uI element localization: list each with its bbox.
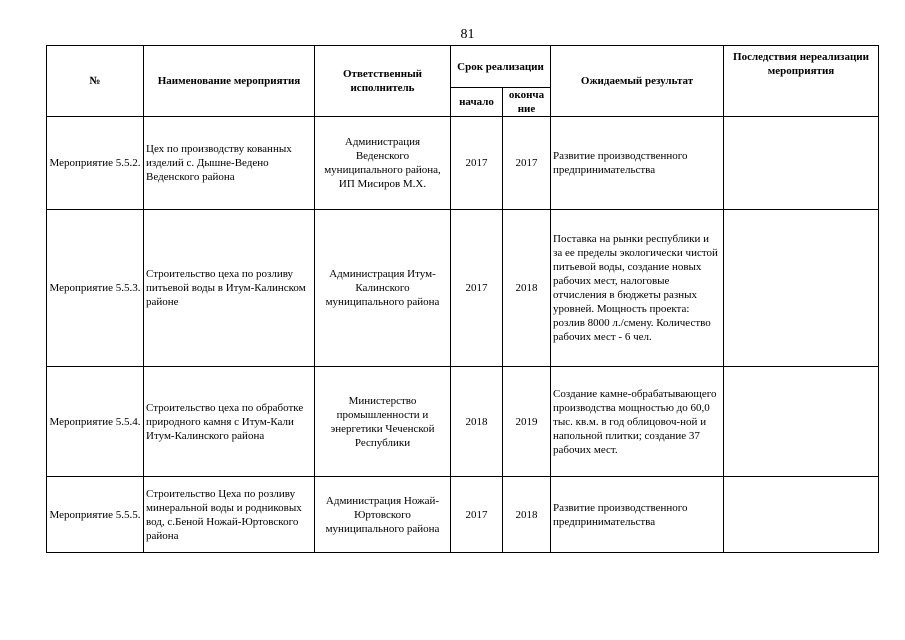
row-num: Мероприятие 5.5.5. <box>47 477 144 553</box>
row-name: Строительство цеха по розливу питьевой воды в Итум-Калинском районе <box>144 210 315 367</box>
row-num: Мероприятие 5.5.2. <box>47 117 144 210</box>
row-consequences <box>724 477 879 553</box>
row-name: Строительство цеха по обработке природного камня с Итум-Кали Итум-Калинского района <box>144 367 315 477</box>
table-row <box>47 367 879 477</box>
row-end: 2017 <box>503 117 551 210</box>
measures-table <box>46 45 879 553</box>
row-result: Развитие производственного предпринимательства <box>551 117 724 210</box>
row-end: 2019 <box>503 367 551 477</box>
header-result: Ожидаемый результат <box>551 46 724 117</box>
row-num: Мероприятие 5.5.3. <box>47 210 144 367</box>
table-row <box>47 210 879 367</box>
row-consequences <box>724 210 879 367</box>
table-row <box>47 477 879 553</box>
row-responsible: Администрация Ножай-Юртовского муниципального района <box>315 477 451 553</box>
row-consequences <box>724 367 879 477</box>
row-responsible: Администрация Веденского муниципального района, ИП Мисиров М.Х. <box>315 117 451 210</box>
header-consequences: Последствия нереализации мероприятия <box>724 46 879 117</box>
header-name: Наименование мероприятия <box>144 46 315 117</box>
row-end: 2018 <box>503 210 551 367</box>
header-end: оконча ние <box>503 88 551 117</box>
row-responsible: Министерство промышленности и энергетики Чеченской Республики <box>315 367 451 477</box>
header-responsible: Ответственный исполнитель <box>315 46 451 117</box>
row-start: 2017 <box>451 210 503 367</box>
row-responsible: Администрация Итум-Калинского муниципального района <box>315 210 451 367</box>
row-result: Поставка на рынки республики и за ее пределы экологически чистой питьевой воды, создание новых рабочих мест, налоговые отчисления в бюджеты разных уровней. Мощность проекта: розлив 8000 л./смену. Количество рабочих мест - 6 чел. <box>551 210 724 367</box>
header-term: Срок реализации <box>451 46 551 88</box>
header-start: начало <box>451 88 503 117</box>
row-end: 2018 <box>503 477 551 553</box>
row-result: Развитие производственного предпринимательства <box>551 477 724 553</box>
row-name: Строительство Цеха по розливу минеральной воды и родниковых вод, с.Беной Ножай-Юртовского района <box>144 477 315 553</box>
table-row <box>47 117 879 210</box>
header-num: № <box>47 46 144 117</box>
table-header-row <box>47 46 879 88</box>
row-consequences <box>724 117 879 210</box>
row-result: Создание камне-обрабатывающего производства мощностью до 60,0 тыс. кв.м. в год облицовоч-ной и напольной плитки; создание 37 рабочих мест. <box>551 367 724 477</box>
row-name: Цех по производству кованных изделий с. Дышне-Ведено Веденского района <box>144 117 315 210</box>
row-start: 2018 <box>451 367 503 477</box>
row-start: 2017 <box>451 117 503 210</box>
page-number: 81 <box>460 27 475 42</box>
row-start: 2017 <box>451 477 503 553</box>
row-num: Мероприятие 5.5.4. <box>47 367 144 477</box>
